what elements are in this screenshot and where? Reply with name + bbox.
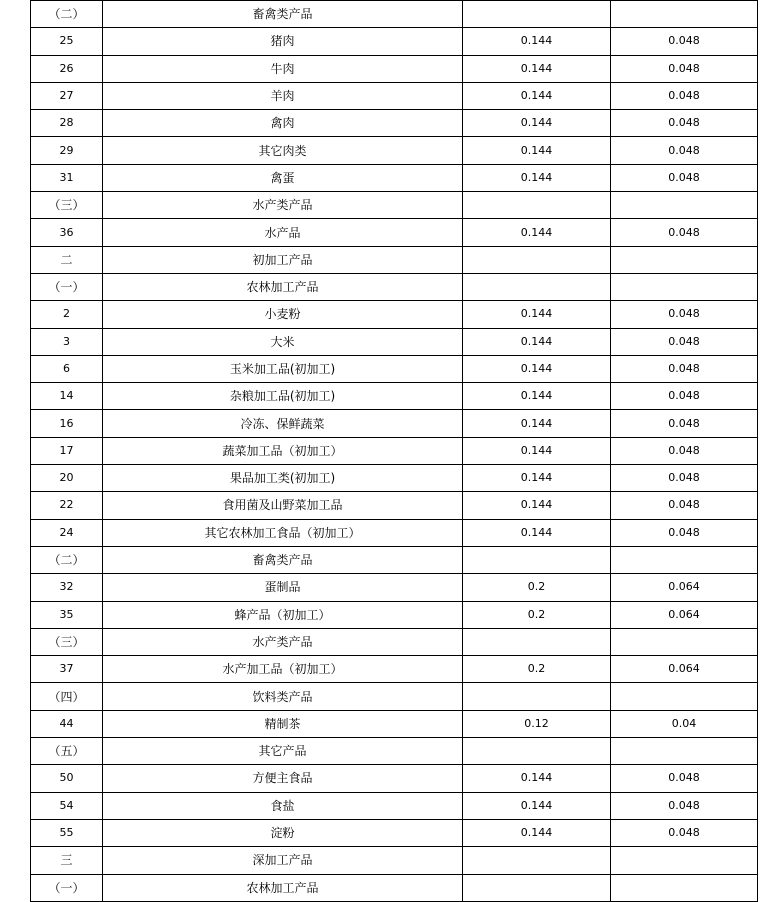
table-row bbox=[31, 219, 758, 246]
rate-2-cell: 0.048 bbox=[611, 410, 758, 437]
item-code-cell: 三 bbox=[31, 847, 103, 874]
table-row bbox=[31, 656, 758, 683]
table-row bbox=[31, 847, 758, 874]
item-code-cell: （一） bbox=[31, 273, 103, 300]
product-name-cell: 蛋制品 bbox=[103, 574, 463, 601]
rate-2-cell: 0.064 bbox=[611, 574, 758, 601]
rate-2-cell bbox=[611, 546, 758, 573]
rate-1-cell bbox=[463, 738, 611, 765]
rate-2-cell bbox=[611, 683, 758, 710]
product-name-cell: 水产类产品 bbox=[103, 192, 463, 219]
table-row bbox=[31, 192, 758, 219]
rate-2-cell: 0.048 bbox=[611, 28, 758, 55]
rate-2-cell bbox=[611, 874, 758, 901]
rate-1-cell: 0.144 bbox=[463, 55, 611, 82]
rate-1-cell: 0.144 bbox=[463, 492, 611, 519]
product-name-cell: 小麦粉 bbox=[103, 301, 463, 328]
rate-2-cell bbox=[611, 847, 758, 874]
rate-2-cell: 0.048 bbox=[611, 819, 758, 846]
rate-2-cell: 0.048 bbox=[611, 137, 758, 164]
rate-2-cell bbox=[611, 246, 758, 273]
table-body bbox=[31, 1, 758, 902]
table-row bbox=[31, 574, 758, 601]
product-name-cell: 大米 bbox=[103, 328, 463, 355]
product-name-cell: 蔬菜加工品（初加工） bbox=[103, 437, 463, 464]
rate-2-cell: 0.048 bbox=[611, 765, 758, 792]
product-name-cell: 水产类产品 bbox=[103, 628, 463, 655]
rate-1-cell: 0.144 bbox=[463, 519, 611, 546]
rate-1-cell: 0.144 bbox=[463, 383, 611, 410]
item-code-cell: 二 bbox=[31, 246, 103, 273]
product-name-cell: 水产品 bbox=[103, 219, 463, 246]
table-row bbox=[31, 28, 758, 55]
rate-2-cell: 0.048 bbox=[611, 328, 758, 355]
table-row bbox=[31, 792, 758, 819]
item-code-cell: 35 bbox=[31, 601, 103, 628]
rate-1-cell: 0.144 bbox=[463, 219, 611, 246]
product-name-cell: 水产加工品（初加工） bbox=[103, 656, 463, 683]
rate-2-cell bbox=[611, 1, 758, 28]
item-code-cell: （三） bbox=[31, 628, 103, 655]
rate-2-cell: 0.048 bbox=[611, 519, 758, 546]
rate-1-cell bbox=[463, 683, 611, 710]
rate-1-cell: 0.144 bbox=[463, 137, 611, 164]
rate-2-cell: 0.048 bbox=[611, 355, 758, 382]
product-name-cell: 猪肉 bbox=[103, 28, 463, 55]
rate-2-cell bbox=[611, 628, 758, 655]
product-name-cell: 果品加工类(初加工) bbox=[103, 465, 463, 492]
rate-2-cell: 0.048 bbox=[611, 219, 758, 246]
rate-2-cell: 0.048 bbox=[611, 301, 758, 328]
item-code-cell: （三） bbox=[31, 192, 103, 219]
rate-1-cell: 0.2 bbox=[463, 656, 611, 683]
item-code-cell: 25 bbox=[31, 28, 103, 55]
product-name-cell: 畜禽类产品 bbox=[103, 1, 463, 28]
item-code-cell: 17 bbox=[31, 437, 103, 464]
rate-1-cell bbox=[463, 546, 611, 573]
table-row bbox=[31, 738, 758, 765]
table-row bbox=[31, 819, 758, 846]
table-row bbox=[31, 164, 758, 191]
item-code-cell: 50 bbox=[31, 765, 103, 792]
product-name-cell: 畜禽类产品 bbox=[103, 546, 463, 573]
item-code-cell: 55 bbox=[31, 819, 103, 846]
item-code-cell: 14 bbox=[31, 383, 103, 410]
item-code-cell: 32 bbox=[31, 574, 103, 601]
rate-1-cell: 0.144 bbox=[463, 465, 611, 492]
rate-2-cell: 0.048 bbox=[611, 792, 758, 819]
product-name-cell: 农林加工产品 bbox=[103, 273, 463, 300]
product-name-cell: 深加工产品 bbox=[103, 847, 463, 874]
product-name-cell: 淀粉 bbox=[103, 819, 463, 846]
table-row bbox=[31, 546, 758, 573]
product-name-cell: 其它肉类 bbox=[103, 137, 463, 164]
rate-1-cell bbox=[463, 874, 611, 901]
product-name-cell: 食盐 bbox=[103, 792, 463, 819]
product-name-cell: 方便主食品 bbox=[103, 765, 463, 792]
item-code-cell: 28 bbox=[31, 110, 103, 137]
rate-2-cell: 0.064 bbox=[611, 601, 758, 628]
product-name-cell: 蜂产品（初加工） bbox=[103, 601, 463, 628]
product-name-cell: 精制茶 bbox=[103, 710, 463, 737]
product-name-cell: 食用菌及山野菜加工品 bbox=[103, 492, 463, 519]
table-row bbox=[31, 110, 758, 137]
rate-1-cell bbox=[463, 1, 611, 28]
table-row bbox=[31, 519, 758, 546]
table-row bbox=[31, 355, 758, 382]
rate-2-cell: 0.064 bbox=[611, 656, 758, 683]
product-name-cell: 禽蛋 bbox=[103, 164, 463, 191]
rate-1-cell: 0.144 bbox=[463, 164, 611, 191]
item-code-cell: 3 bbox=[31, 328, 103, 355]
rate-1-cell: 0.144 bbox=[463, 328, 611, 355]
rate-2-cell: 0.048 bbox=[611, 437, 758, 464]
rate-2-cell bbox=[611, 273, 758, 300]
item-code-cell: （一） bbox=[31, 874, 103, 901]
rate-1-cell bbox=[463, 847, 611, 874]
table-row bbox=[31, 710, 758, 737]
table-row bbox=[31, 628, 758, 655]
item-code-cell: 44 bbox=[31, 710, 103, 737]
rate-2-cell: 0.048 bbox=[611, 110, 758, 137]
table-row bbox=[31, 383, 758, 410]
item-code-cell: （五） bbox=[31, 738, 103, 765]
table-row bbox=[31, 246, 758, 273]
item-code-cell: 29 bbox=[31, 137, 103, 164]
rate-1-cell: 0.144 bbox=[463, 28, 611, 55]
rate-1-cell bbox=[463, 628, 611, 655]
table-row bbox=[31, 437, 758, 464]
product-name-cell: 饮料类产品 bbox=[103, 683, 463, 710]
table-row bbox=[31, 601, 758, 628]
table-row bbox=[31, 82, 758, 109]
table-row bbox=[31, 301, 758, 328]
rate-1-cell: 0.144 bbox=[463, 410, 611, 437]
item-code-cell: 24 bbox=[31, 519, 103, 546]
rate-1-cell: 0.144 bbox=[463, 437, 611, 464]
rate-2-cell: 0.048 bbox=[611, 383, 758, 410]
rate-1-cell bbox=[463, 273, 611, 300]
rate-1-cell: 0.144 bbox=[463, 819, 611, 846]
rate-1-cell: 0.2 bbox=[463, 601, 611, 628]
rate-1-cell: 0.12 bbox=[463, 710, 611, 737]
rate-1-cell: 0.144 bbox=[463, 110, 611, 137]
item-code-cell: 37 bbox=[31, 656, 103, 683]
rate-1-cell: 0.144 bbox=[463, 82, 611, 109]
table-row bbox=[31, 410, 758, 437]
table-row bbox=[31, 137, 758, 164]
rate-2-cell: 0.04 bbox=[611, 710, 758, 737]
rate-1-cell bbox=[463, 192, 611, 219]
product-name-cell: 牛肉 bbox=[103, 55, 463, 82]
table-row bbox=[31, 55, 758, 82]
item-code-cell: 6 bbox=[31, 355, 103, 382]
product-name-cell: 冷冻、保鲜蔬菜 bbox=[103, 410, 463, 437]
item-code-cell: （四） bbox=[31, 683, 103, 710]
rate-1-cell bbox=[463, 246, 611, 273]
product-name-cell: 其它产品 bbox=[103, 738, 463, 765]
product-name-cell: 初加工产品 bbox=[103, 246, 463, 273]
rate-1-cell: 0.144 bbox=[463, 355, 611, 382]
table-row bbox=[31, 765, 758, 792]
rate-2-cell bbox=[611, 738, 758, 765]
item-code-cell: 26 bbox=[31, 55, 103, 82]
rate-2-cell: 0.048 bbox=[611, 82, 758, 109]
rate-1-cell: 0.2 bbox=[463, 574, 611, 601]
product-name-cell: 玉米加工品(初加工) bbox=[103, 355, 463, 382]
product-name-cell: 其它农林加工食品（初加工） bbox=[103, 519, 463, 546]
table-row bbox=[31, 328, 758, 355]
item-code-cell: （二） bbox=[31, 1, 103, 28]
table-row bbox=[31, 1, 758, 28]
rate-1-cell: 0.144 bbox=[463, 301, 611, 328]
product-fee-table bbox=[30, 0, 758, 902]
item-code-cell: 36 bbox=[31, 219, 103, 246]
item-code-cell: （二） bbox=[31, 546, 103, 573]
rate-2-cell: 0.048 bbox=[611, 465, 758, 492]
item-code-cell: 2 bbox=[31, 301, 103, 328]
item-code-cell: 27 bbox=[31, 82, 103, 109]
rate-1-cell: 0.144 bbox=[463, 792, 611, 819]
item-code-cell: 22 bbox=[31, 492, 103, 519]
rate-2-cell bbox=[611, 192, 758, 219]
table-row bbox=[31, 492, 758, 519]
rate-2-cell: 0.048 bbox=[611, 492, 758, 519]
product-name-cell: 羊肉 bbox=[103, 82, 463, 109]
item-code-cell: 54 bbox=[31, 792, 103, 819]
rate-2-cell: 0.048 bbox=[611, 164, 758, 191]
table-row bbox=[31, 465, 758, 492]
table-row bbox=[31, 273, 758, 300]
product-name-cell: 杂粮加工品(初加工) bbox=[103, 383, 463, 410]
item-code-cell: 16 bbox=[31, 410, 103, 437]
rate-2-cell: 0.048 bbox=[611, 55, 758, 82]
product-name-cell: 农林加工产品 bbox=[103, 874, 463, 901]
item-code-cell: 31 bbox=[31, 164, 103, 191]
table-row bbox=[31, 683, 758, 710]
rate-1-cell: 0.144 bbox=[463, 765, 611, 792]
product-name-cell: 禽肉 bbox=[103, 110, 463, 137]
item-code-cell: 20 bbox=[31, 465, 103, 492]
table-row bbox=[31, 874, 758, 901]
